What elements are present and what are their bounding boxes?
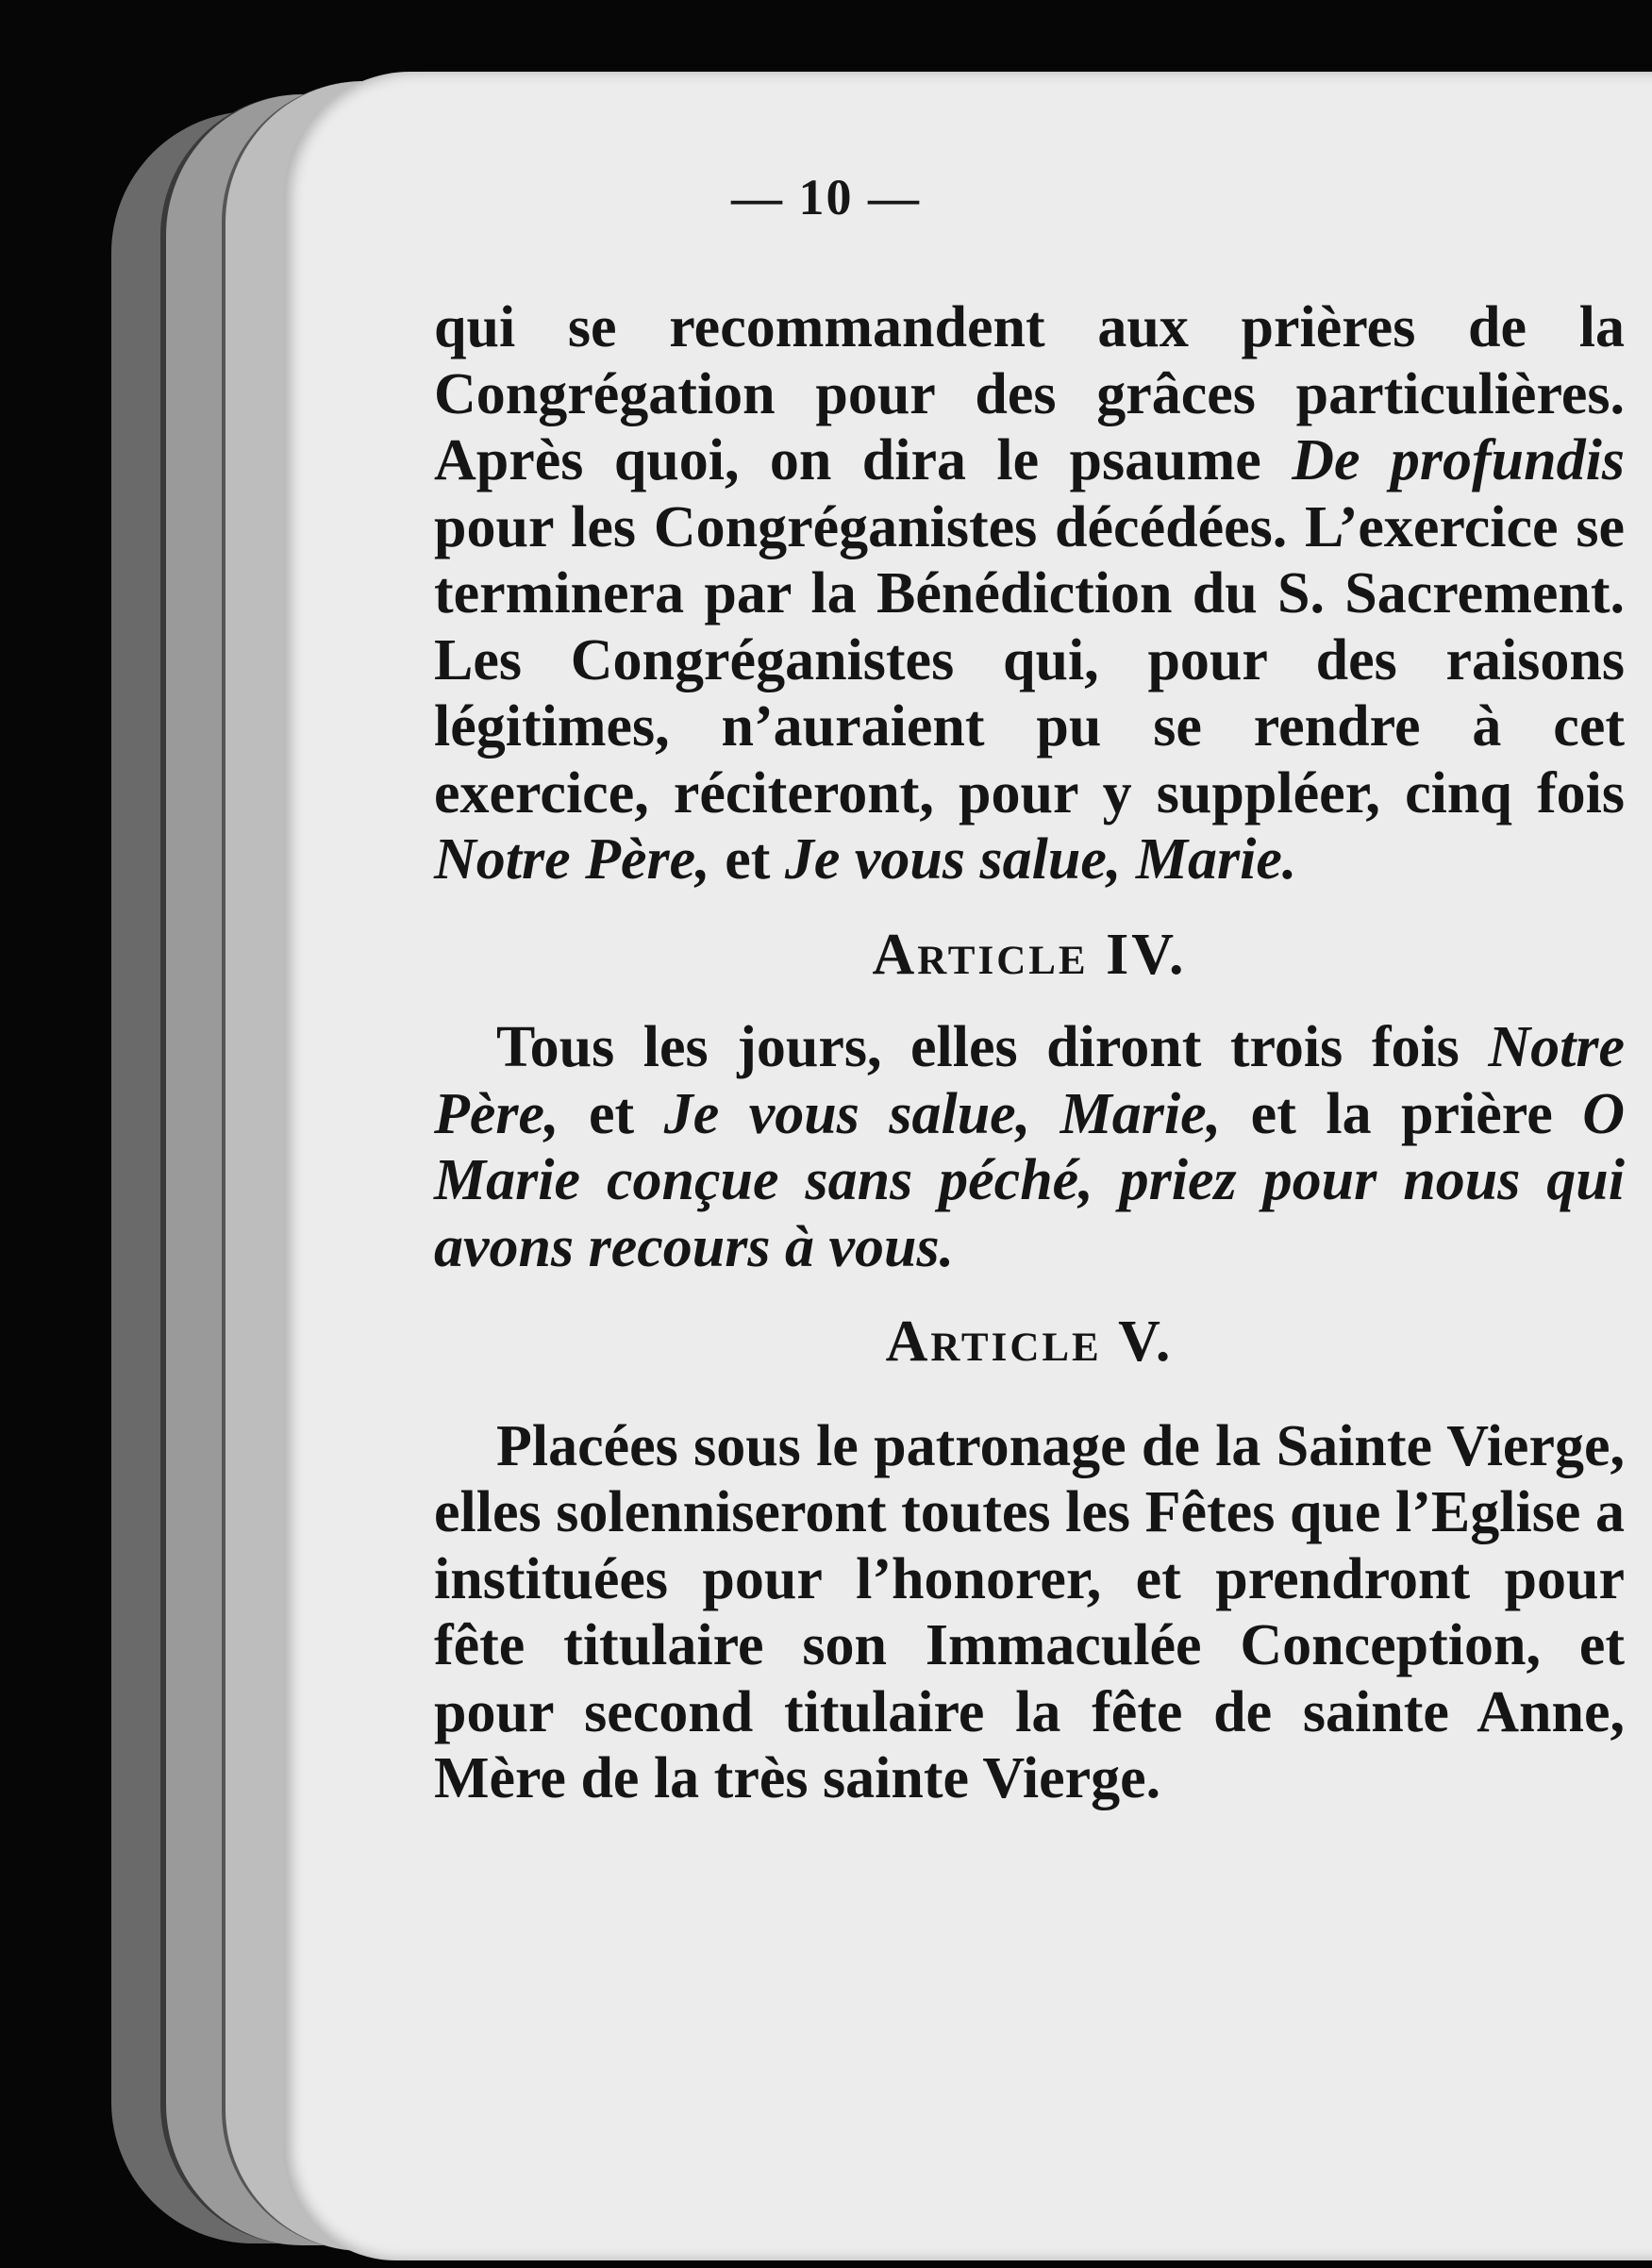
paragraph-continuation (434, 294, 1625, 893)
article-heading-iv: Article IV. (872, 922, 1187, 987)
text-run: qui se recommandent aux prières de la Congrégation pour des grâces particulières. Après quoi, on dira le psaume (434, 295, 1625, 492)
italic-run: De profundis (1292, 428, 1625, 492)
article-heading-v: Article V. (885, 1309, 1174, 1374)
italic-run: Notre Père, (434, 827, 710, 892)
body-text (434, 294, 1625, 1812)
text-run: pour les Congréganistes décédées. L’exercice se terminera par la Bénédiction du S. Sacrement. Les Congréganistes qui, pour des raisons légitimes, n’auraient pu se rendre à cet exercice, réciteront, pour y suppléer, cinq fois (434, 494, 1625, 825)
italic-run: Notre Père, (434, 1015, 1625, 1146)
text-run: et (709, 827, 785, 892)
italic-run: O Marie conçue sans péché, priez pour nous qui avons recours à vous. (434, 1081, 1625, 1279)
italic-run: Je vous salue, Marie, (663, 1081, 1222, 1146)
text-run: et (559, 1081, 664, 1146)
page-number: — 10 — (731, 169, 921, 225)
text-run: et la prière (1221, 1081, 1583, 1146)
article-iv-paragraph (434, 1014, 1625, 1280)
article-v-paragraph (434, 1413, 1625, 1812)
italic-run: Je vous salue, Marie. (784, 827, 1297, 892)
text-run: Placées sous le patronage de la Sainte Vierge, elles solenniseront toutes les Fêtes que l’Eglise a instituées pour l’honorer, et prendront pour fête titulaire son Immaculée Conception, et pour second titulaire la fête de sainte Anne, Mère de la très sainte Vierge. (434, 1413, 1625, 1810)
text-run: Tous les jours, elles diront trois fois (496, 1015, 1489, 1079)
